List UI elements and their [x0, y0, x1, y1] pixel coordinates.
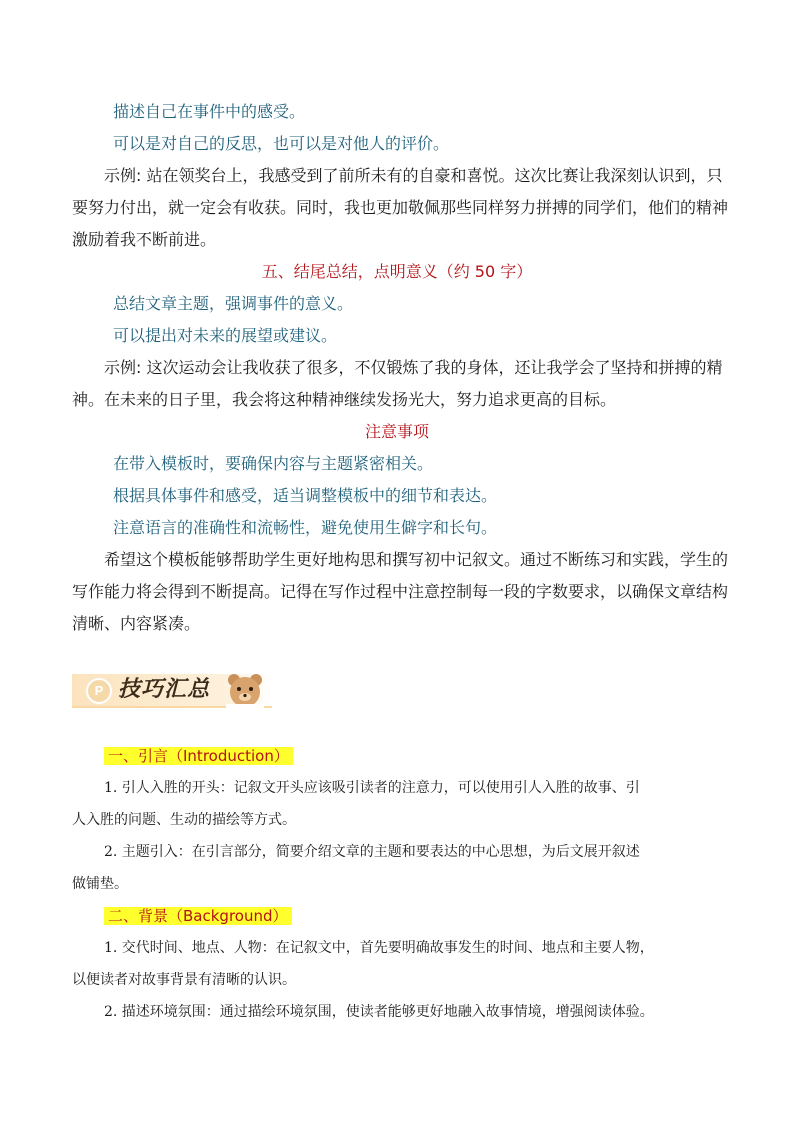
closing-line-1: 希望这个模板能够帮助学生更好地构思和撰写初中记叙文。通过不断练习和实践，学生的	[104, 550, 729, 569]
section5-heading: 五、结尾总结，点明意义（约 50 字）	[261, 262, 533, 281]
intro-item-2-line-1: 2. 主题引入：在引言部分，简要介绍文章的主题和要表达的中心思想，为后文展开叙述	[104, 844, 640, 860]
closing-line-2: 写作能力将会得到不断提高。记得在写作过程中注意控制每一段的字数要求，以确保文章结构	[72, 582, 729, 601]
tips-banner	[72, 670, 284, 710]
section5-example-line-1: 示例: 这次运动会让我收获了很多，不仅锻炼了我的身体，还让我学会了坚持和拼搏的精	[104, 358, 723, 377]
section5-example-line-2: 神。在未来的日子里，我会将这种精神继续发扬光大，努力追求更高的目标。	[72, 390, 617, 409]
background-item-1-line-1: 1. 交代时间、地点、人物：在记叙文中，首先要明确故事发生的时间、地点和主要人物，	[104, 940, 654, 956]
intro-item-1-line-1: 1. 引人入胜的开头：记叙文开头应该吸引读者的注意力，可以使用引人入胜的故事、引	[104, 780, 640, 796]
notes-item-1: 在带入模板时，要确保内容与主题紧密相关。	[113, 454, 434, 473]
intro-heading	[104, 740, 293, 772]
section5-bullet-1: 总结文章主题，强调事件的意义。	[113, 294, 354, 313]
notes-item-3: 注意语言的准确性和流畅性，避免使用生僻字和长句。	[113, 518, 498, 537]
section4-example-line-3: 激励着我不断前进。	[72, 230, 217, 249]
section5-bullet-2: 可以提出对未来的展望或建议。	[113, 326, 338, 345]
section4-example-line-1: 示例: 站在领奖台上，我感受到了前所未有的自豪和喜悦。这次比赛让我深刻认识到，只	[104, 166, 723, 185]
background-item-1-line-2: 以便读者对故事背景有清晰的认识。	[72, 972, 296, 988]
background-item-2-line-1: 2. 描述环境氛围：通过描绘环境氛围，使读者能够更好地融入故事情境，增强阅读体验。	[104, 1004, 654, 1020]
background-heading	[104, 900, 292, 932]
section4-bullet-1: 描述自己在事件中的感受。	[113, 102, 306, 121]
intro-item-2-line-2: 做铺垫。	[72, 876, 128, 892]
notes-item-2: 根据具体事件和感受，适当调整模板中的细节和表达。	[113, 486, 498, 505]
section4-example-line-2: 要努力付出，就一定会有收获。同时，我也更加敬佩那些同样努力拼搏的同学们，他们的精神	[72, 198, 729, 217]
background-heading-text: 二、背景（Background）	[104, 907, 292, 925]
banner-badge-icon: P	[86, 678, 112, 704]
section4-bullet-2: 可以是对自己的反思，也可以是对他人的评价。	[113, 134, 450, 153]
intro-heading-text: 一、引言（Introduction）	[104, 747, 293, 765]
notes-heading: 注意事项	[364, 422, 429, 441]
closing-line-3: 清晰、内容紧凑。	[72, 614, 201, 633]
intro-item-1-line-2: 人入胜的问题、生动的描绘等方式。	[72, 812, 296, 828]
bear-icon	[222, 670, 268, 710]
banner-title: 技巧汇总	[118, 677, 211, 702]
